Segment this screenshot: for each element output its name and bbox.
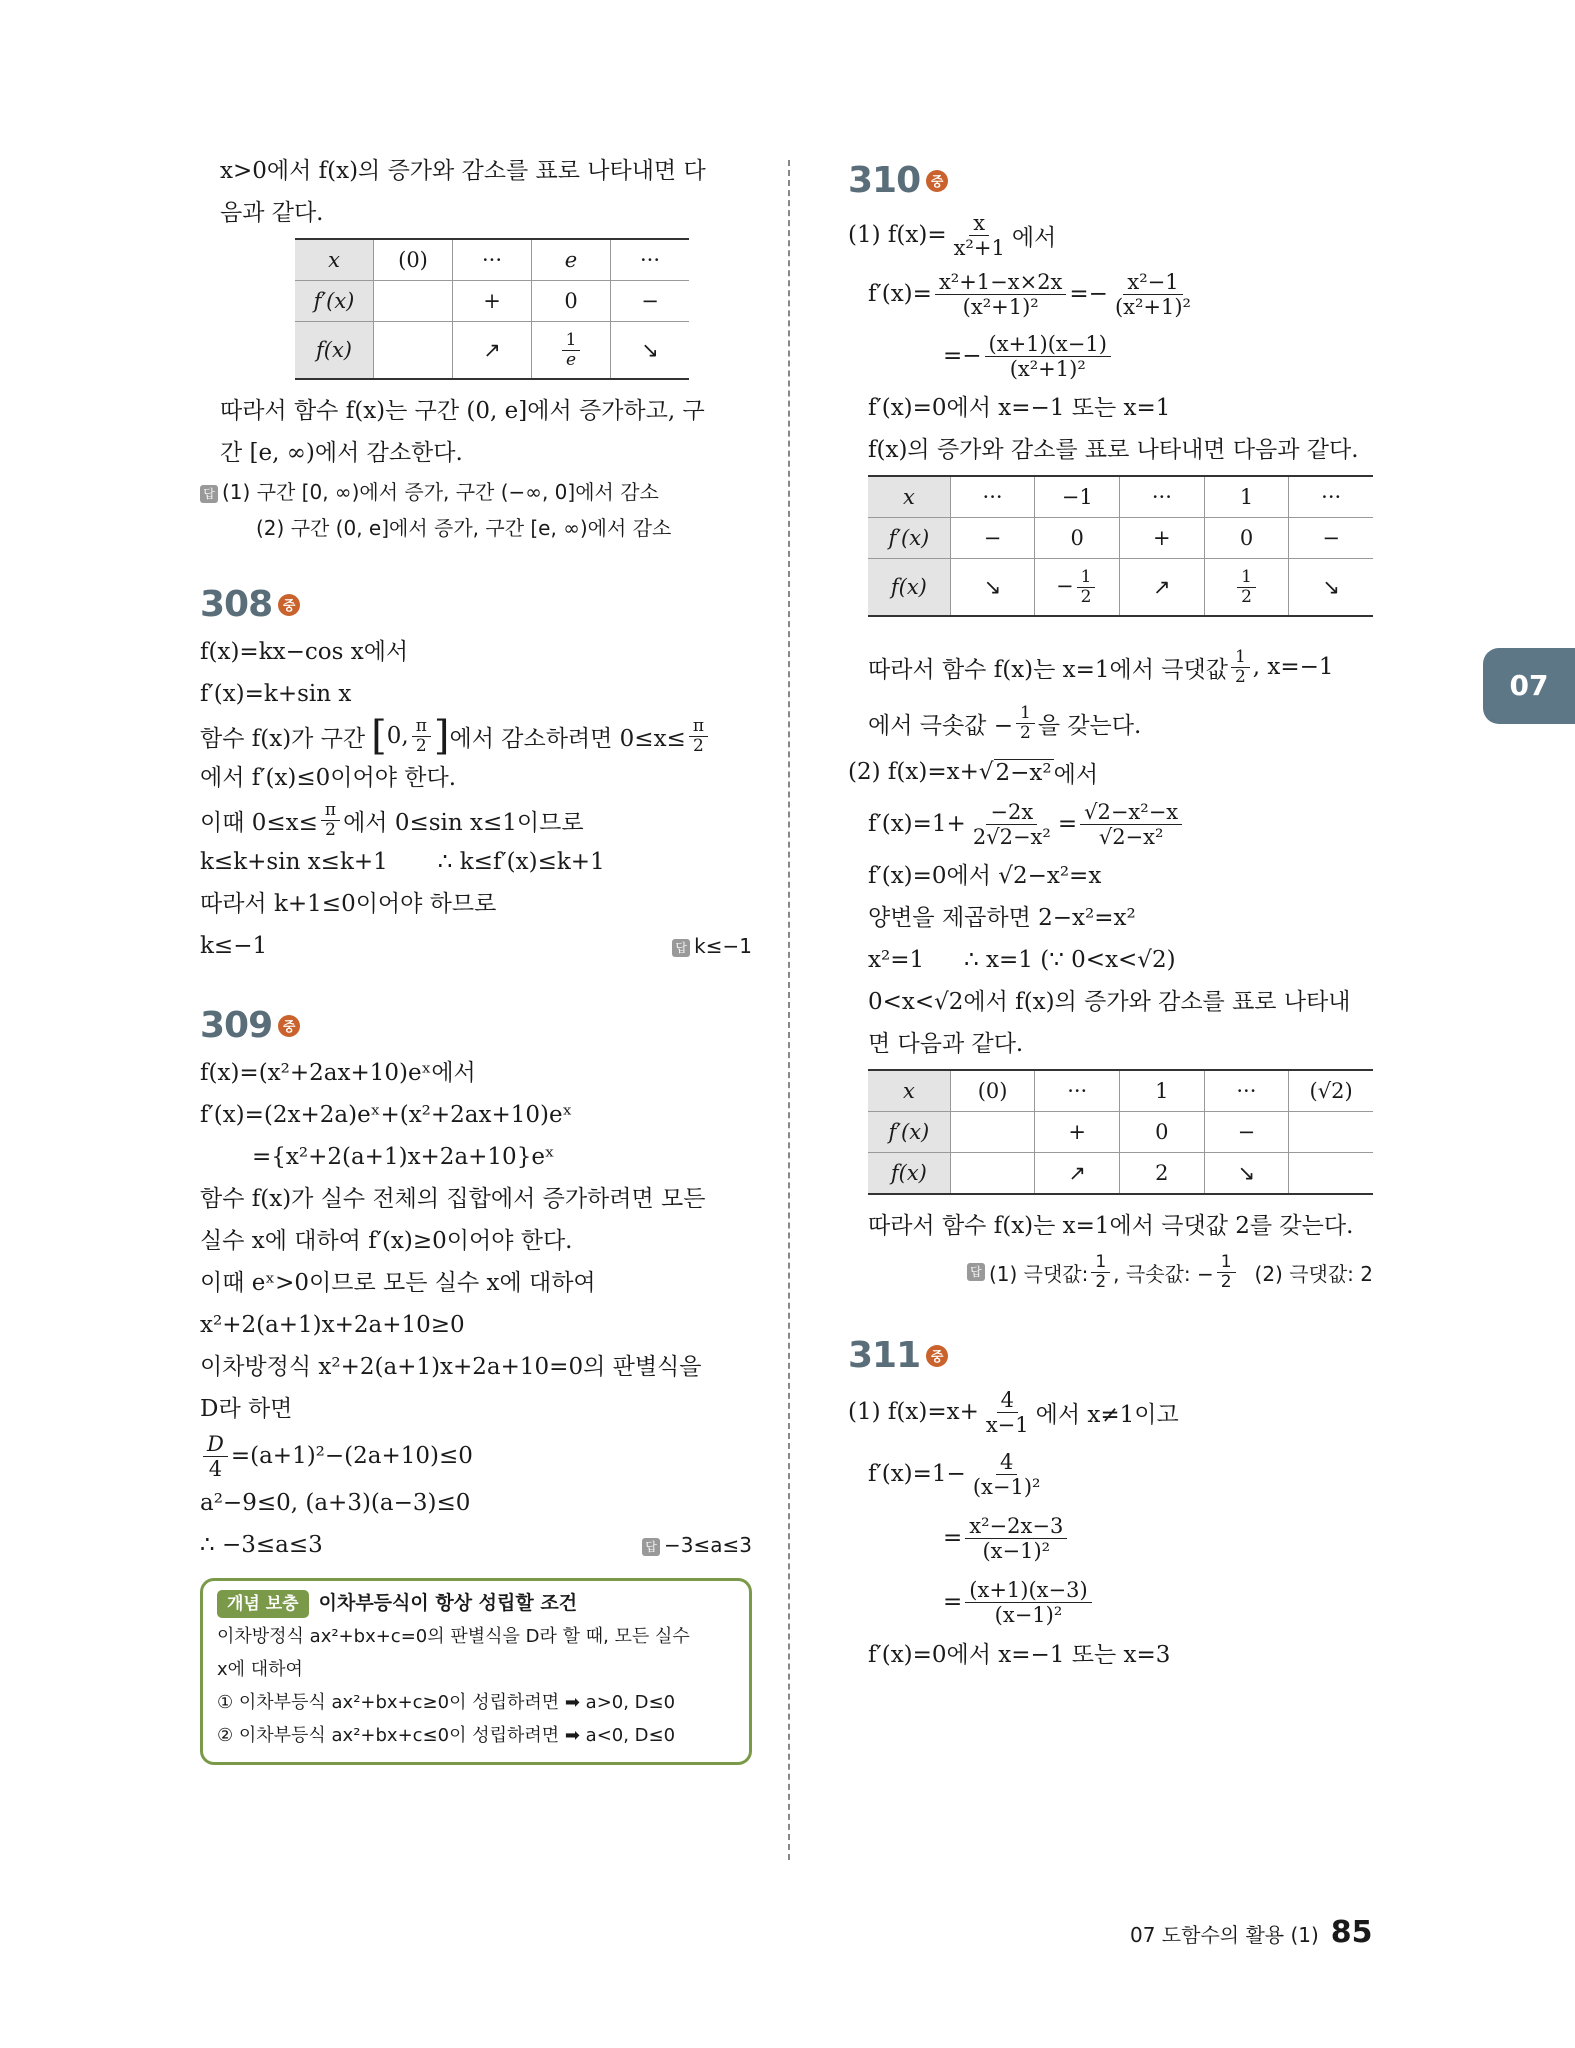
numerator: π bbox=[412, 717, 431, 737]
decreasing-arrow-icon: ↘ bbox=[950, 559, 1035, 617]
denominator: (x−1)² bbox=[972, 1474, 1041, 1499]
math-line bbox=[848, 695, 1373, 751]
numerator: (x+1)(x−3) bbox=[965, 1578, 1091, 1603]
math-line: 실수 x에 대하여 f′(x)≥0이어야 한다. bbox=[200, 1228, 573, 1254]
denominator: 2 bbox=[325, 819, 336, 840]
numerator: 1 bbox=[1077, 568, 1096, 588]
math-line bbox=[848, 639, 1373, 695]
answer-line bbox=[848, 1247, 1373, 1297]
math-line: 이때 eˣ>0이므로 모든 실수 x에 대하여 bbox=[200, 1270, 596, 1296]
math-line: 0<x<√2에서 f(x)의 증가와 감소를 표로 나타내 bbox=[868, 989, 1351, 1015]
math-text: (2) f(x)=x+ bbox=[848, 759, 979, 785]
fraction bbox=[1111, 270, 1195, 319]
answer-text: (1) 구간 [0, ∞)에서 증가, 구간 (−∞, 0]에서 감소 bbox=[222, 480, 659, 504]
numerator: (x+1)(x−1) bbox=[985, 332, 1111, 357]
math-line bbox=[848, 939, 1373, 981]
math-text: f′(x)=1+ bbox=[868, 811, 966, 837]
table-cell: x bbox=[295, 239, 374, 281]
table-cell: − bbox=[1204, 1112, 1289, 1153]
table-cell: − bbox=[950, 518, 1035, 559]
answer-text: (2) 극댓값: 2 bbox=[1254, 1261, 1373, 1286]
math-line: f′(x)=0에서 x=−1 또는 x=1 bbox=[868, 395, 1171, 421]
answer-line-1 bbox=[200, 474, 752, 510]
table-cell: ··· bbox=[1204, 1070, 1289, 1112]
denominator: e bbox=[565, 349, 577, 370]
fraction bbox=[1077, 568, 1096, 607]
fraction bbox=[412, 717, 431, 756]
table-cell: ··· bbox=[950, 476, 1035, 518]
decreasing-arrow-icon: ↘ bbox=[1289, 559, 1373, 617]
math-text: 에서 bbox=[1011, 224, 1057, 251]
math-line: x²+2(a+1)x+2a+10≥0 bbox=[200, 1312, 465, 1338]
fraction bbox=[1091, 1253, 1110, 1292]
math-line: 함수 f(x)가 실수 전체의 집합에서 증가하려면 모든 bbox=[200, 1186, 706, 1212]
concept-line: ② 이차부등식 ax²+bx+c≤0이 성립하려면 ➡ a<0, D≤0 bbox=[217, 1725, 676, 1746]
problem-309-header bbox=[200, 1005, 752, 1046]
math-line: f′(x)=0에서 √2−x²=x bbox=[868, 863, 1102, 889]
math-line bbox=[848, 1570, 1373, 1634]
table-cell bbox=[1035, 559, 1120, 617]
right-bracket-icon: ] bbox=[433, 713, 450, 759]
table-row bbox=[868, 1153, 1373, 1195]
difficulty-badge: 중 bbox=[926, 170, 948, 192]
problem-number: 308 bbox=[200, 584, 273, 625]
math-text: = bbox=[1057, 811, 1078, 837]
answer-text: k≤−1 bbox=[694, 934, 752, 958]
math-line: f(x)의 증가와 감소를 표로 나타내면 다음과 같다. bbox=[868, 437, 1359, 463]
math-line bbox=[200, 715, 752, 757]
fraction bbox=[689, 717, 708, 756]
table-cell: − bbox=[611, 281, 690, 322]
table-cell: f(x) bbox=[295, 322, 374, 380]
answer-icon: 답 bbox=[200, 485, 218, 503]
concept-box bbox=[200, 1578, 752, 1765]
table-row bbox=[295, 322, 689, 380]
variation-table-2 bbox=[868, 475, 1373, 617]
table-cell: (√2) bbox=[1289, 1070, 1373, 1112]
concept-tag: 개념 보충 bbox=[217, 1590, 309, 1618]
math-text: ∴ −3≤a≤3 bbox=[200, 1532, 323, 1558]
table-cell bbox=[1204, 559, 1289, 617]
fraction bbox=[1217, 1253, 1236, 1292]
denominator: (x²+1)² bbox=[962, 294, 1039, 319]
page-footer bbox=[1130, 1915, 1373, 1950]
math-text: =− bbox=[943, 343, 982, 369]
denominator: (x−1)² bbox=[982, 1538, 1051, 1563]
math-text: f′(x)=1− bbox=[868, 1461, 966, 1487]
denominator: (x²+1)² bbox=[1009, 356, 1086, 381]
table-cell: ··· bbox=[1120, 476, 1205, 518]
answer-text: −3≤a≤3 bbox=[664, 1533, 752, 1557]
table-row bbox=[868, 476, 1373, 518]
math-text: 이때 0≤x≤ bbox=[200, 809, 318, 836]
table-cell: ··· bbox=[1289, 476, 1373, 518]
fraction bbox=[1016, 704, 1035, 743]
answer bbox=[672, 928, 752, 964]
math-line bbox=[848, 207, 1373, 263]
table-cell: f(x) bbox=[868, 1153, 950, 1195]
increasing-arrow-icon: ↗ bbox=[453, 322, 532, 380]
math-line: 양변을 제곱하면 2−x²=x² bbox=[868, 905, 1136, 931]
math-line bbox=[848, 1382, 1373, 1442]
math-text: 에서 x≠1이고 bbox=[1035, 1401, 1179, 1428]
fraction bbox=[965, 1514, 1067, 1563]
math-line bbox=[200, 799, 752, 841]
problem-number: 309 bbox=[200, 1005, 273, 1046]
difficulty-badge: 중 bbox=[926, 1345, 948, 1367]
increasing-arrow-icon: ↗ bbox=[1120, 559, 1205, 617]
math-line: f(x)=(x²+2ax+10)eˣ에서 bbox=[200, 1060, 476, 1086]
math-text: ∴ x=1 (∵ 0<x<√2) bbox=[964, 947, 1176, 973]
table-cell: f(x) bbox=[868, 559, 950, 617]
right-column bbox=[848, 150, 1373, 1676]
concept-line: ① 이차부등식 ax²+bx+c≥0이 성립하려면 ➡ a>0, D≤0 bbox=[217, 1692, 676, 1713]
math-line bbox=[848, 793, 1373, 855]
table-row bbox=[868, 559, 1373, 617]
table-cell: ··· bbox=[1035, 1070, 1120, 1112]
table-cell: + bbox=[453, 281, 532, 322]
denominator: 2 bbox=[1241, 586, 1252, 607]
table-cell: 2 bbox=[1120, 1153, 1205, 1195]
fraction bbox=[969, 1450, 1045, 1499]
numerator: x²+1−x×2x bbox=[935, 270, 1066, 295]
math-line: f′(x)=k+sin x bbox=[200, 681, 352, 707]
answer-icon: 답 bbox=[967, 1263, 985, 1281]
table-row bbox=[295, 239, 689, 281]
fraction bbox=[982, 1388, 1033, 1437]
numerator: D bbox=[203, 1432, 228, 1457]
problem-308-header bbox=[200, 584, 752, 625]
radicand: 2−x² bbox=[995, 759, 1052, 786]
denominator: 2 bbox=[1220, 1271, 1232, 1292]
fraction bbox=[1080, 800, 1182, 849]
math-text: (1) f(x)= bbox=[848, 222, 947, 248]
math-line: ={x²+2(a+1)x+2a+10}eˣ bbox=[252, 1144, 555, 1170]
intro-line-1: x>0에서 f(x)의 증가와 감소를 표로 나타내면 다 bbox=[220, 158, 706, 184]
intro-line-2: 음과 같다. bbox=[220, 200, 324, 226]
fraction bbox=[965, 1578, 1091, 1627]
decreasing-arrow-icon: ↘ bbox=[611, 322, 690, 380]
concept-line: x에 대하여 bbox=[217, 1659, 303, 1680]
math-text: 따라서 함수 f(x)는 x=1에서 극댓값 bbox=[868, 656, 1228, 683]
denominator: x−1 bbox=[985, 1412, 1029, 1437]
denominator: 2 bbox=[1080, 586, 1092, 607]
table-cell bbox=[950, 1112, 1035, 1153]
math-text: 에서 감소하려면 0≤x≤ bbox=[449, 725, 686, 752]
chapter-title: 07 도함수의 활용 (1) bbox=[1130, 1923, 1319, 1947]
math-text: , x=−1 bbox=[1252, 654, 1334, 680]
numerator: π bbox=[321, 801, 340, 821]
table-cell: ··· bbox=[611, 239, 690, 281]
problem-number: 310 bbox=[848, 160, 921, 201]
math-line bbox=[200, 1430, 752, 1482]
table-cell: 0 bbox=[1120, 1112, 1205, 1153]
concept-box-header bbox=[217, 1587, 735, 1620]
conclusion-line-2: 간 [e, ∞)에서 감소한다. bbox=[220, 440, 463, 466]
table-cell: 0 bbox=[532, 281, 611, 322]
table-row bbox=[295, 281, 689, 322]
table-cell bbox=[374, 281, 453, 322]
numerator: 1 bbox=[1217, 1253, 1236, 1273]
table-cell bbox=[950, 1153, 1035, 1195]
math-line bbox=[200, 925, 752, 967]
answer bbox=[642, 1527, 752, 1563]
table-cell: f′(x) bbox=[868, 1112, 950, 1153]
math-text: 에서 극솟값 − bbox=[868, 712, 1013, 739]
numerator: x bbox=[969, 211, 989, 236]
fraction bbox=[950, 211, 1009, 260]
table-cell: x bbox=[868, 476, 950, 518]
numerator: x²−1 bbox=[1123, 270, 1182, 295]
math-text: f′(x)= bbox=[868, 281, 932, 307]
math-line: 따라서 k+1≤0이어야 하므로 bbox=[200, 891, 497, 917]
math-line bbox=[848, 325, 1373, 387]
table-cell: 0 bbox=[1035, 518, 1120, 559]
concept-title: 이차부등식이 항상 성립할 조건 bbox=[318, 1592, 578, 1614]
table-cell: (0) bbox=[950, 1070, 1035, 1112]
numerator: x²−2x−3 bbox=[965, 1514, 1067, 1539]
table-cell: f′(x) bbox=[295, 281, 374, 322]
math-line: D라 하면 bbox=[200, 1396, 293, 1422]
fraction bbox=[935, 270, 1066, 319]
table-cell: + bbox=[1120, 518, 1205, 559]
denominator: 2 bbox=[415, 735, 427, 756]
math-text: (1) f(x)=x+ bbox=[848, 1399, 979, 1425]
numerator: √2−x²−x bbox=[1080, 800, 1182, 825]
concept-line: 이차방정식 ax²+bx+c=0의 판별식을 D라 할 때, 모든 실수 bbox=[217, 1626, 690, 1647]
table-cell bbox=[374, 322, 453, 380]
increasing-arrow-icon: ↗ bbox=[1035, 1153, 1120, 1195]
table-row bbox=[868, 1070, 1373, 1112]
sqrt-icon: √ bbox=[978, 759, 994, 785]
decreasing-arrow-icon: ↘ bbox=[1204, 1153, 1289, 1195]
math-text: 0, bbox=[386, 723, 409, 749]
numerator: 1 bbox=[562, 331, 581, 351]
fraction bbox=[203, 1432, 228, 1481]
math-line: 이차방정식 x²+2(a+1)x+2a+10=0의 판별식을 bbox=[200, 1354, 702, 1380]
numerator: −2x bbox=[986, 800, 1037, 825]
denominator: 2 bbox=[1019, 722, 1031, 743]
table-cell: e bbox=[532, 239, 611, 281]
math-text: 에서 bbox=[1053, 761, 1099, 788]
math-line bbox=[848, 751, 1373, 793]
variation-table-3 bbox=[868, 1069, 1373, 1195]
math-text: 에서 0≤sin x≤1이므로 bbox=[343, 809, 584, 836]
page-number: 85 bbox=[1330, 1915, 1373, 1950]
numerator: 4 bbox=[997, 1388, 1018, 1413]
table-cell bbox=[1289, 1153, 1373, 1195]
difficulty-badge: 중 bbox=[278, 594, 300, 616]
math-line: f′(x)=(2x+2a)eˣ+(x²+2ax+10)eˣ bbox=[200, 1102, 573, 1128]
math-line bbox=[200, 1524, 752, 1566]
math-text: 함수 f(x)가 구간 bbox=[200, 725, 366, 752]
denominator: 2√2−x² bbox=[972, 824, 1051, 849]
answer-icon: 답 bbox=[642, 1538, 660, 1556]
math-line: 면 다음과 같다. bbox=[868, 1031, 1024, 1057]
math-text: =(a+1)²−(2a+10)≤0 bbox=[230, 1443, 473, 1469]
denominator: 2 bbox=[692, 735, 704, 756]
numerator: 1 bbox=[1091, 1253, 1110, 1273]
numerator: π bbox=[689, 717, 708, 737]
table-row bbox=[868, 1112, 1373, 1153]
table-cell: 1 bbox=[1120, 1070, 1205, 1112]
answer-text: , 극솟값: − bbox=[1113, 1261, 1214, 1286]
math-line bbox=[848, 263, 1373, 325]
variation-table-1 bbox=[295, 238, 689, 380]
denominator: 2 bbox=[1234, 666, 1246, 687]
table-cell bbox=[532, 322, 611, 380]
math-line: 따라서 함수 f(x)는 x=1에서 극댓값 2를 갖는다. bbox=[868, 1213, 1354, 1239]
problem-number: 311 bbox=[848, 1335, 921, 1376]
table-cell: 0 bbox=[1204, 518, 1289, 559]
answer-text: (1) 극댓값: bbox=[988, 1261, 1089, 1286]
math-line: 에서 f′(x)≤0이어야 한다. bbox=[200, 765, 457, 791]
denominator: 2 bbox=[1095, 1271, 1107, 1292]
math-text: 을 갖는다. bbox=[1037, 712, 1142, 739]
denominator: (x−1)² bbox=[994, 1602, 1063, 1627]
answer-line-2: (2) 구간 (0, e]에서 증가, 구간 [e, ∞)에서 감소 bbox=[256, 516, 672, 540]
table-cell: 1 bbox=[1204, 476, 1289, 518]
math-text: − bbox=[1055, 573, 1074, 598]
table-cell: + bbox=[1035, 1112, 1120, 1153]
difficulty-badge: 중 bbox=[278, 1015, 300, 1037]
math-line: f′(x)=0에서 x=−1 또는 x=3 bbox=[868, 1642, 1171, 1668]
left-bracket-icon: [ bbox=[371, 713, 387, 759]
table-row bbox=[868, 518, 1373, 559]
denominator: 4 bbox=[208, 1456, 223, 1481]
math-text: ∴ k≤f′(x)≤k+1 bbox=[437, 849, 605, 875]
numerator: 1 bbox=[1231, 648, 1250, 668]
table-cell bbox=[1289, 1112, 1373, 1153]
math-text: k≤k+sin x≤k+1 bbox=[200, 849, 388, 875]
fraction bbox=[1237, 568, 1256, 607]
numerator: 1 bbox=[1237, 568, 1256, 588]
numerator: 1 bbox=[1016, 704, 1035, 724]
chapter-side-tab: 07 bbox=[1483, 648, 1575, 724]
conclusion-line-1: 따라서 함수 f(x)는 구간 (0, e]에서 증가하고, 구 bbox=[220, 398, 705, 424]
column-divider bbox=[788, 160, 790, 1860]
table-cell: x bbox=[868, 1070, 950, 1112]
left-column bbox=[200, 150, 752, 1765]
math-text: = bbox=[943, 1589, 963, 1615]
math-line bbox=[848, 1442, 1373, 1506]
math-line bbox=[848, 1506, 1373, 1570]
math-text: = bbox=[943, 1525, 963, 1551]
problem-310-header bbox=[848, 160, 1373, 201]
fraction bbox=[562, 331, 581, 370]
fraction bbox=[969, 800, 1055, 849]
math-line: f(x)=kx−cos x에서 bbox=[200, 639, 409, 665]
math-text: =− bbox=[1069, 281, 1108, 307]
fraction bbox=[321, 801, 340, 840]
table-cell: (0) bbox=[374, 239, 453, 281]
table-cell: − bbox=[1289, 518, 1373, 559]
denominator: x²+1 bbox=[953, 235, 1005, 260]
math-line bbox=[200, 841, 752, 883]
math-line: a²−9≤0, (a+3)(a−3)≤0 bbox=[200, 1490, 471, 1516]
fraction bbox=[985, 332, 1111, 381]
numerator: 4 bbox=[996, 1450, 1017, 1475]
denominator: √2−x² bbox=[1098, 824, 1164, 849]
math-text: k≤−1 bbox=[200, 933, 268, 959]
fraction bbox=[1231, 648, 1250, 687]
answer-icon: 답 bbox=[672, 939, 690, 957]
denominator: (x²+1)² bbox=[1114, 294, 1191, 319]
table-cell: ··· bbox=[453, 239, 532, 281]
table-cell: −1 bbox=[1035, 476, 1120, 518]
math-text: x²=1 bbox=[868, 947, 925, 973]
table-cell: f′(x) bbox=[868, 518, 950, 559]
problem-311-header bbox=[848, 1335, 1373, 1376]
